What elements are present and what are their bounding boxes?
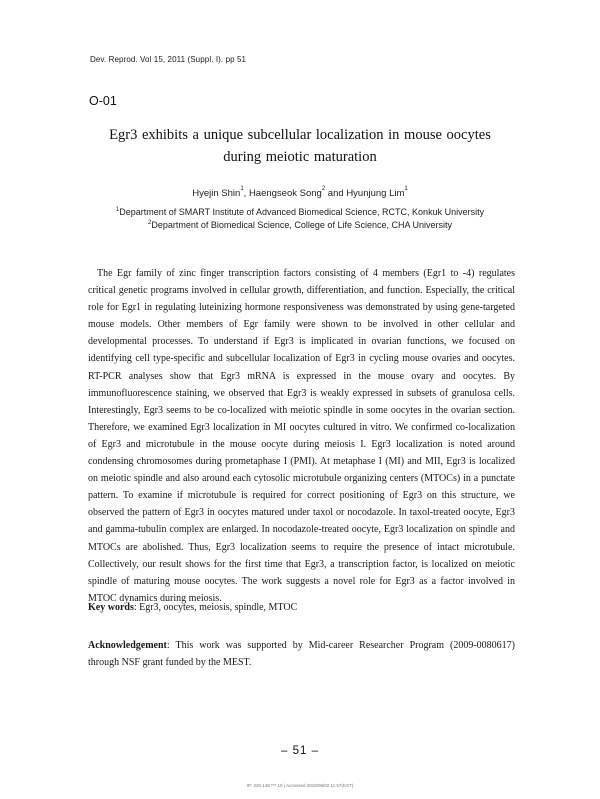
keywords-line [88, 602, 515, 613]
keywords-text: : Egr3, oocytes, meiosis, spindle, MTOC [133, 602, 298, 613]
keywords-label: Key words [88, 602, 134, 613]
author-name: Hyunjung Lim [346, 188, 405, 199]
author-affil-mark: 1 [404, 186, 408, 192]
abstract-paragraph: The Egr family of zinc finger transcription factors consisting of 4 members (Egr1 to -4) regulates critical genetic programs involved in cellular growth, differentiation, and function. Especially, the critical role for Egr1 in regulating luteinizing hormone responsiveness was demonstrated by using gene-targeted mouse models. Other members of Egr family were shown to be involved in other cellular and developmental processes. To understand if Egr3 is implicated in ovarian functions, we focused on identifying cell type-specific and subcellular localization of Egr3 in cycling mouse ovaries and oocytes. RT-PCR analyses show that Egr3 mRNA is expressed in the mouse ovary and oocytes. By immunofluorescence staining, we observed that Egr3 is weakly expressed in subsets of granulosa cells. Interestingly, Egr3 seems to be co-localized with meiotic spindle in some oocytes in the ovarian section. Therefore, we examined Egr3 localization in MI oocytes cultured in vitro. We confirmed co-localization of Egr3 and microtubule in the mouse oocyte during meiosis I. Egr3 localization is noted around condensing chromosomes during prometaphase I (PMI). At metaphase I (MI) and MII, Egr3 is localized on meiotic spindle and also around each cytosolic microtubule organizing centers (MTOCs) in a punctate pattern. To examine if microtubule is required for correct positioning of Egr3 on this structure, we observed the pattern of Egr3 in oocytes matured under taxol or nocodazole. In taxol-treated oocyte, Egr3 and gamma-tubulin complex are enlarged. In nocodazole-treated oocyte, Egr3 localization on spindle and MTOCs are abolished. Thus, Egr3 localization seems to require the presence of intact microtubule. Collectively, our result shows for the first time that Egr3, a transcription factor, is localized on meiotic spindle of maturing mouse oocytes. The work suggests a novel role for Egr3 as a factor involved in MTOC dynamics during meiosis. [88, 268, 515, 604]
abstract-code: O-01 [89, 94, 117, 108]
affiliation-text: Department of Biomedical Science, College of Life Science, CHA University [151, 220, 452, 230]
author-separator: , [243, 188, 249, 199]
acknowledgement-text: : This work was supported by Mid-career Researcher Program (2009-0080617) through NSF grant funded by the MEST. [88, 640, 515, 669]
author-name: Haengseok Song [248, 188, 322, 199]
affiliation-line [60, 206, 540, 219]
author-separator: and [325, 188, 347, 199]
download-footer: IP: 220.149.***.10 | Accessed 2018/08/02 11:57(KST) [246, 783, 354, 788]
acknowledgement [88, 637, 515, 671]
author-affil-mark: 1 [240, 186, 244, 192]
paper-title [60, 124, 540, 168]
author-list [60, 188, 540, 199]
title-line-1: Egr3 exhibits a unique subcellular localization in mouse oocytes [109, 127, 491, 143]
acknowledgement-label: Acknowledgement [88, 640, 167, 651]
affiliation-mark: 1 [115, 207, 120, 213]
affiliation-line [60, 219, 540, 232]
title-line-2: during meiotic maturation [223, 149, 377, 165]
affiliation-text: Department of SMART Institute of Advanced Biomedical Science, RCTC, Konkuk University [119, 207, 485, 217]
affiliation-list [60, 206, 540, 232]
affiliation-mark: 2 [148, 220, 152, 226]
author-name: Hyejin Shin [192, 188, 241, 199]
journal-citation: Dev. Reprod. Vol 15, 2011 (Suppl. I). pp 51 [90, 55, 247, 64]
page-number: – 51 – [281, 745, 319, 757]
author-affil-mark: 2 [321, 186, 326, 192]
abstract-body [88, 265, 515, 607]
